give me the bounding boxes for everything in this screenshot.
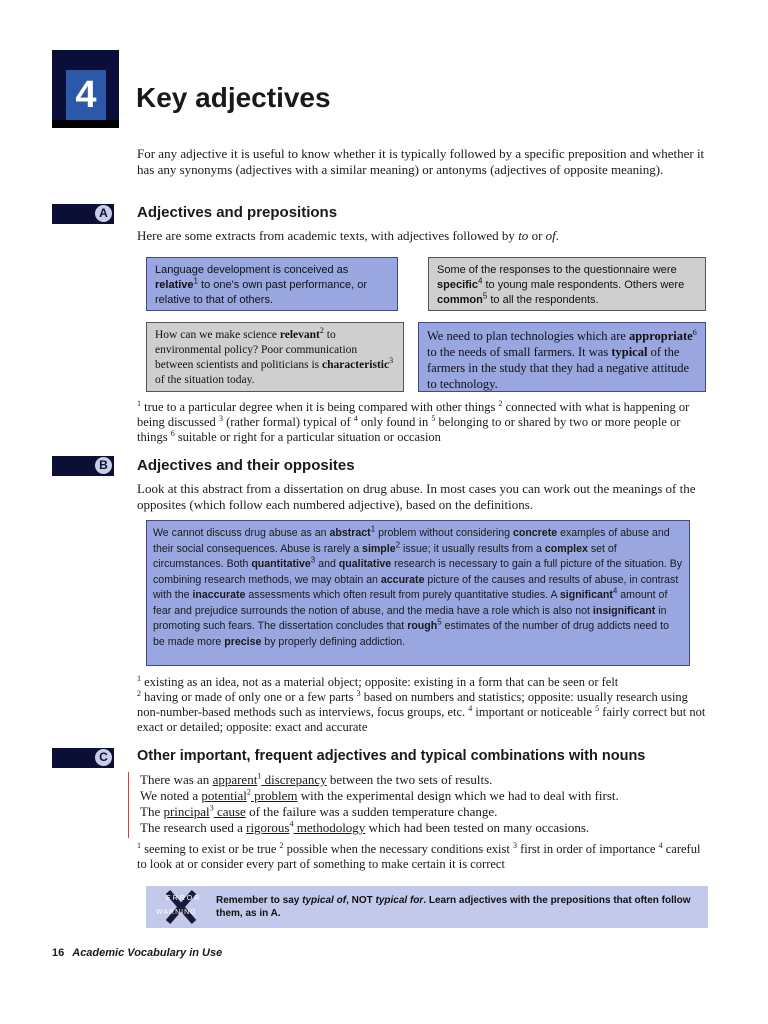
unit-number: 4 bbox=[66, 70, 106, 120]
note-ref: 5 bbox=[482, 291, 488, 301]
note-number: 2 bbox=[137, 688, 141, 698]
lead-text: Here are some extracts from academic texts, with adjectives followed by bbox=[137, 228, 519, 243]
note-text: first in order of importance bbox=[516, 842, 659, 856]
section-a-heading: Adjectives and prepositions bbox=[137, 204, 338, 221]
box-text: to one's own past performance, or relative to that of others. bbox=[155, 279, 368, 306]
warning-text: Remember to say typical of, NOT typical for. Learn adjectives with the prepositions that often follow them, as in A. bbox=[216, 895, 691, 919]
section-b-definitions bbox=[137, 675, 709, 735]
note-text: possible when the necessary conditions exist bbox=[283, 842, 513, 856]
note-text: important or noticeable bbox=[472, 705, 596, 719]
box-keyword: characteristic bbox=[322, 359, 390, 371]
box-keyword: appropriate bbox=[629, 329, 693, 343]
error-warning-icon bbox=[154, 890, 212, 924]
warning-icon-label-1: ERROR bbox=[166, 895, 202, 902]
note-text: (rather formal) typical of bbox=[222, 415, 354, 429]
section-c-badge bbox=[52, 748, 114, 768]
example-line: The principal$^3$ cause of the failure was a sudden temperature change. bbox=[140, 803, 498, 819]
note-text: connected with what is happening or being discussed bbox=[137, 400, 690, 429]
abstract-box: We cannot discuss drug abuse as an abstract$^1$ problem without considering concrete examples of abuse and their social consequences. Abuse is rarely a simple$^2$ issue; it usually results from a complex set of circumstances. Both quantitative$^3$ and qualitative research is necessary to gain a full picture of the situation. By combining research methods, we may obtain an accurate picture of the causes and results of abuse, in contrast with the inaccurate assessments which often result from purely quantitative studies. A significant$^4$ amount of fear and prejudice surrounds the notion of abuse, and the media have a role which is also not insignificant in promoting such fears. The dissertation concludes that rough$^5$ estimates of the number of drug addicts need to be made more precise by properly defining addiction. bbox=[146, 520, 690, 666]
lead-end: . bbox=[555, 228, 560, 243]
note-number: 5 bbox=[595, 703, 600, 713]
box-text: of the situation today. bbox=[155, 374, 255, 386]
note-text: true to a particular degree when it is being compared with other things bbox=[141, 400, 499, 414]
section-a-letter: A bbox=[95, 205, 112, 222]
lead-of: of bbox=[545, 228, 556, 243]
note-text: only found in bbox=[357, 415, 432, 429]
note-text: suitable or right for a particular situation or occasion bbox=[174, 430, 441, 444]
box-keyword: relative bbox=[155, 279, 194, 291]
extract-box-relevant bbox=[146, 322, 404, 392]
box-text: to all the respondents. bbox=[487, 294, 599, 306]
box-text: to the needs of small farmers. It was bbox=[427, 345, 612, 359]
note-ref: 1 bbox=[193, 276, 198, 286]
note-number: 1 bbox=[137, 840, 141, 850]
note-number: 2 bbox=[498, 398, 503, 408]
section-b-lead: Look at this abstract from a dissertation on drug abuse. In most cases you can work out the meanings of the opposites (which follow each numbered adjective), based on the definitions. bbox=[137, 481, 696, 512]
box-text: of the farmers in the study that they had a negative attitude to technology. bbox=[427, 345, 690, 391]
section-c-definitions bbox=[137, 842, 709, 872]
section-b-heading: Adjectives and their opposites bbox=[137, 457, 355, 474]
note-text: having or made of only one or a few parts bbox=[141, 690, 357, 704]
note-ref: 4 bbox=[477, 276, 483, 286]
intro-paragraph: For any adjective it is useful to know whether it is typically followed by a specific preposition and whether it has any synonyms (adjectives with a similar meaning) or antonyms (adjectives of opposite meaning). bbox=[137, 146, 705, 177]
box-text: How can we make science bbox=[155, 329, 280, 341]
extract-box-specific bbox=[428, 257, 706, 311]
example-line: The research used a rigorous$^4$ methodology which had been tested on many occasions. bbox=[140, 819, 590, 835]
note-text: careful to look at or consider every part of something to make certain it is correct bbox=[137, 842, 701, 871]
note-number: 2 bbox=[279, 840, 284, 850]
extract-box-relative bbox=[146, 257, 398, 311]
note-number: 4 bbox=[353, 413, 358, 423]
unit-number-badge bbox=[52, 50, 119, 128]
note-text: based on numbers and statistics; opposite: usually research using non-number-based methods such as interviews, focus groups, etc. bbox=[137, 690, 688, 719]
box-keyword: typical bbox=[611, 345, 648, 359]
section-b-badge bbox=[52, 456, 114, 476]
example-line: There was an apparent$^1$ discrepancy between the two sets of results. bbox=[140, 771, 493, 787]
book-title: Academic Vocabulary in Use bbox=[72, 947, 223, 959]
note-text: fairly correct but not exact or detailed; opposite: exact and accurate bbox=[137, 705, 706, 734]
box-keyword: common bbox=[437, 294, 483, 306]
example-line: We noted a potential$^2$ problem with the experimental design which we had to deal with first. bbox=[140, 787, 619, 803]
note-ref: 2 bbox=[319, 326, 324, 336]
note-number: 6 bbox=[170, 428, 175, 438]
extract-box-appropriate bbox=[418, 322, 706, 392]
note-number: 1 bbox=[137, 398, 141, 408]
note-number: 4 bbox=[468, 703, 473, 713]
warning-icon-label-2: WARNING bbox=[156, 909, 197, 916]
note-number: 4 bbox=[658, 840, 663, 850]
note-number: 3 bbox=[218, 413, 223, 423]
box-keyword: specific bbox=[437, 279, 478, 291]
unit-title: Key adjectives bbox=[136, 82, 331, 113]
box-text: Some of the responses to the questionnaire were bbox=[437, 264, 677, 276]
section-a-definitions bbox=[137, 400, 709, 445]
box-text: We need to plan technologies which are bbox=[427, 329, 630, 343]
section-c-heading: Other important, frequent adjectives and typical combinations with nouns bbox=[137, 748, 646, 764]
badge-bar bbox=[52, 120, 119, 128]
page-footer bbox=[52, 947, 222, 959]
section-b-letter: B bbox=[95, 457, 112, 474]
lead-or: or bbox=[528, 228, 546, 243]
note-text: belonging to or shared by two or more people or things bbox=[137, 415, 681, 444]
note-number: 1 bbox=[137, 673, 141, 683]
section-a-badge bbox=[52, 204, 114, 224]
box-keyword: relevant bbox=[279, 329, 320, 341]
section-c-letter: C bbox=[95, 749, 112, 766]
note-number: 3 bbox=[512, 840, 517, 850]
page-number: 16 bbox=[52, 947, 65, 959]
note-number: 5 bbox=[431, 413, 436, 423]
note-text: existing as an idea, not as a material object; opposite: existing in a form that can be seen or felt bbox=[141, 675, 619, 689]
note-ref: 3 bbox=[389, 356, 394, 366]
margin-line bbox=[128, 772, 129, 838]
lead-to: to bbox=[518, 228, 529, 243]
box-text: to environmental policy? Poor communication between scientists and politicians is bbox=[155, 329, 358, 371]
box-text: to young male respondents. Others were bbox=[482, 279, 685, 291]
error-warning-box bbox=[146, 886, 708, 928]
box-text: Language development is conceived as bbox=[155, 264, 349, 276]
note-number: 3 bbox=[356, 688, 361, 698]
note-text: seeming to exist or be true bbox=[141, 842, 280, 856]
note-ref: 6 bbox=[692, 327, 697, 337]
section-a-lead bbox=[137, 228, 707, 244]
